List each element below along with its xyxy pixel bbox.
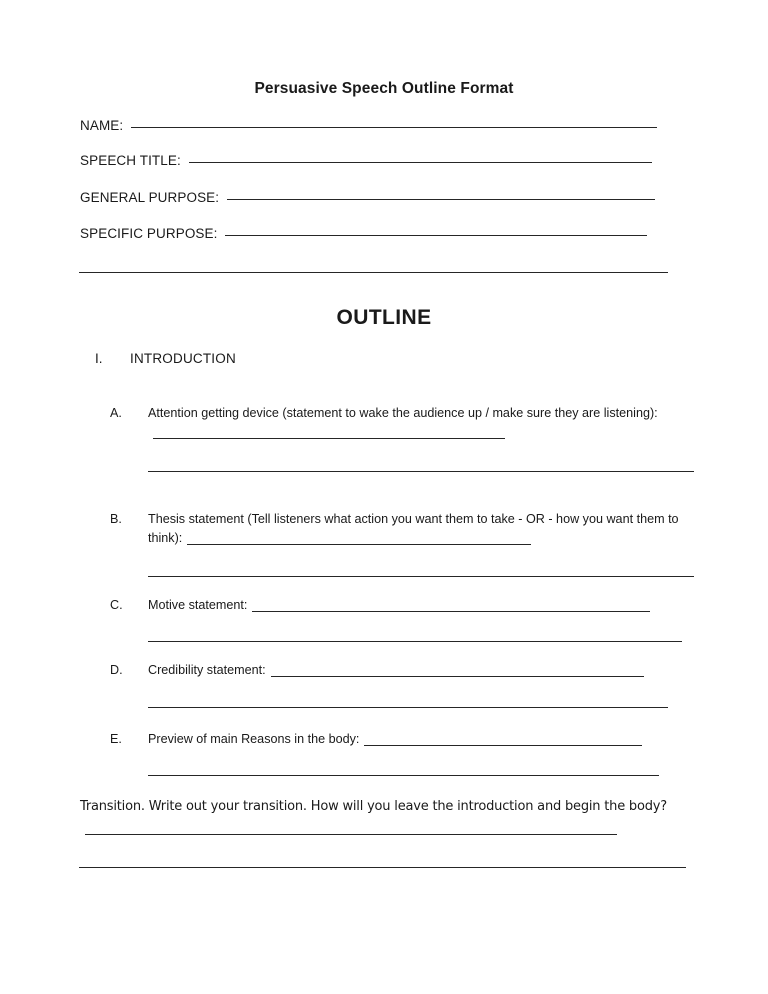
item-continuation-rule-d[interactable] bbox=[148, 707, 668, 708]
transition-answer-rule[interactable] bbox=[85, 834, 617, 835]
field-row-specific-purpose bbox=[80, 226, 647, 241]
transition-block bbox=[80, 797, 700, 837]
page-title: Persuasive Speech Outline Format bbox=[254, 80, 514, 97]
item-answer-rule-a[interactable] bbox=[153, 438, 505, 439]
field-rule-speech-title[interactable] bbox=[189, 162, 652, 163]
item-body-a bbox=[148, 404, 700, 442]
field-label-speech-title: SPEECH TITLE: bbox=[80, 153, 181, 168]
item-letter-a: A. bbox=[110, 406, 122, 420]
header-separator-rule[interactable] bbox=[79, 272, 668, 273]
field-label-specific-purpose: SPECIFIC PURPOSE: bbox=[80, 226, 218, 241]
item-letter-e: E. bbox=[110, 732, 122, 746]
transition-text: Transition. Write out your transition. How will you leave the introduction and begin the body? bbox=[80, 799, 667, 814]
item-body-b bbox=[148, 510, 700, 548]
item-continuation-rule-a[interactable] bbox=[148, 471, 694, 472]
item-answer-rule-d[interactable] bbox=[271, 676, 644, 677]
item-continuation-rule-c[interactable] bbox=[148, 641, 682, 642]
field-rule-specific-purpose[interactable] bbox=[225, 235, 647, 236]
field-row-general-purpose bbox=[80, 190, 655, 205]
transition-continuation-rule[interactable] bbox=[79, 867, 686, 868]
item-text-a: Attention getting device (statement to wake the audience up / make sure they are listening): bbox=[148, 406, 658, 420]
outline-item-e bbox=[110, 730, 700, 749]
item-text-d: Credibility statement: bbox=[148, 663, 266, 677]
field-label-name: NAME: bbox=[80, 118, 124, 133]
item-body-c bbox=[148, 596, 700, 615]
item-text-b: Thesis statement (Tell listeners what action you want them to take - OR - how you want them to think): bbox=[148, 512, 679, 545]
item-answer-rule-c[interactable] bbox=[252, 611, 650, 612]
outline-item-d bbox=[110, 661, 700, 680]
item-body-e bbox=[148, 730, 700, 749]
item-text-c: Motive statement: bbox=[148, 598, 248, 612]
item-letter-b: B. bbox=[110, 512, 122, 526]
field-row-name bbox=[80, 118, 657, 133]
section-title-introduction: INTRODUCTION bbox=[130, 351, 236, 366]
item-letter-c: C. bbox=[110, 598, 123, 612]
item-text-e: Preview of main Reasons in the body: bbox=[148, 732, 360, 746]
item-answer-rule-e[interactable] bbox=[364, 745, 642, 746]
section-numeral: I. bbox=[95, 351, 103, 366]
item-body-d bbox=[148, 661, 700, 680]
item-continuation-rule-e[interactable] bbox=[148, 775, 659, 776]
item-continuation-rule-b[interactable] bbox=[148, 576, 694, 577]
item-answer-rule-b[interactable] bbox=[187, 544, 531, 545]
field-row-speech-title bbox=[80, 153, 652, 168]
outline-item-a bbox=[110, 404, 700, 442]
item-letter-d: D. bbox=[110, 663, 123, 677]
field-rule-name[interactable] bbox=[131, 127, 657, 128]
field-label-general-purpose: GENERAL PURPOSE: bbox=[80, 190, 220, 205]
outline-heading: OUTLINE bbox=[336, 306, 432, 329]
field-rule-general-purpose[interactable] bbox=[227, 199, 655, 200]
outline-item-c bbox=[110, 596, 700, 615]
outline-item-b bbox=[110, 510, 700, 548]
